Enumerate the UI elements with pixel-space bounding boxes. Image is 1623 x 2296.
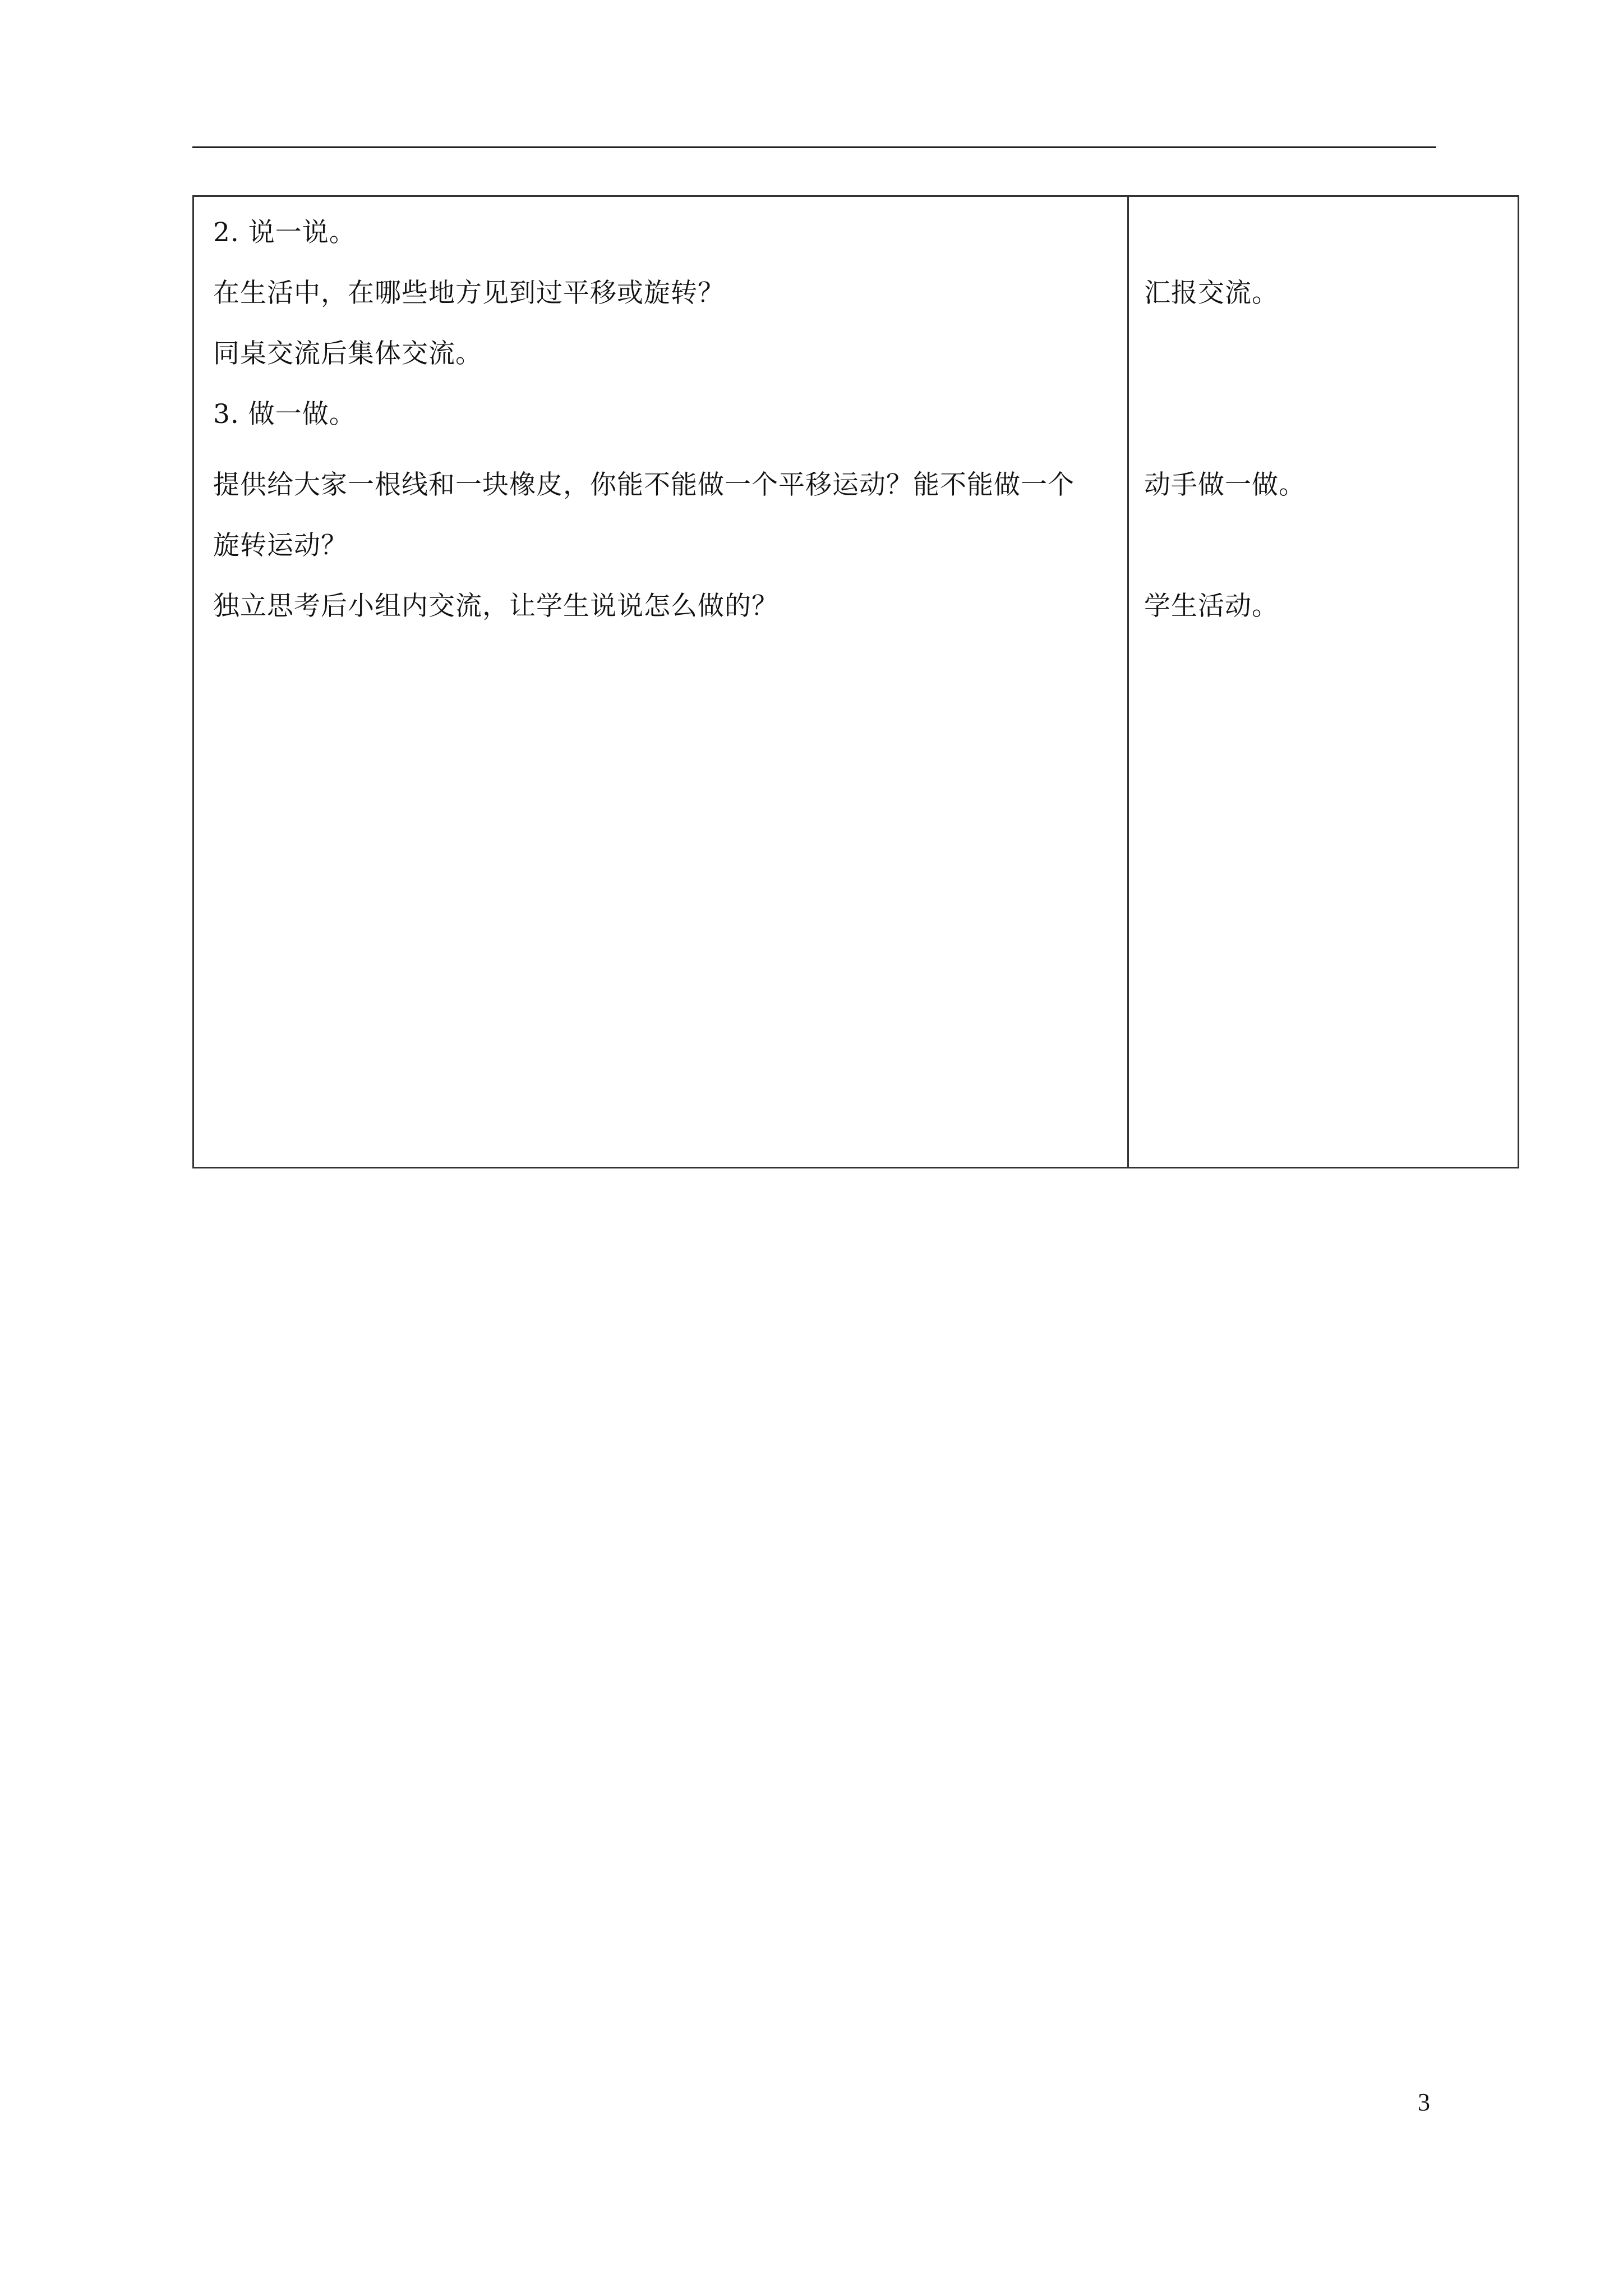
teaching-step-text: 提供给大家一根线和一块橡皮，你能不能做一个平移运动？能不能做一个 [213,470,1075,500]
teaching-step-text: 独立思考后小组内交流，让学生说说怎么做的？ [213,591,778,622]
teaching-step-heading-3: 3. 做一做。 [213,399,356,430]
student-activity-text: 学生活动。 [1144,591,1279,622]
teaching-step-heading-2: 2. 说一说。 [213,217,356,248]
page-number: 3 [1418,2088,1430,2116]
teaching-step-text: 在生活中，在哪些地方见到过平移或旋转？ [213,278,725,309]
student-activity-text: 动手做一做。 [1144,470,1306,500]
column-divider [1127,197,1129,1167]
student-activity-text: 汇报交流。 [1144,278,1279,309]
lesson-table [192,195,1519,1168]
teaching-step-text: 旋转运动？ [213,530,348,561]
teaching-step-text: 同桌交流后集体交流。 [213,338,482,369]
header-rule [192,146,1436,148]
